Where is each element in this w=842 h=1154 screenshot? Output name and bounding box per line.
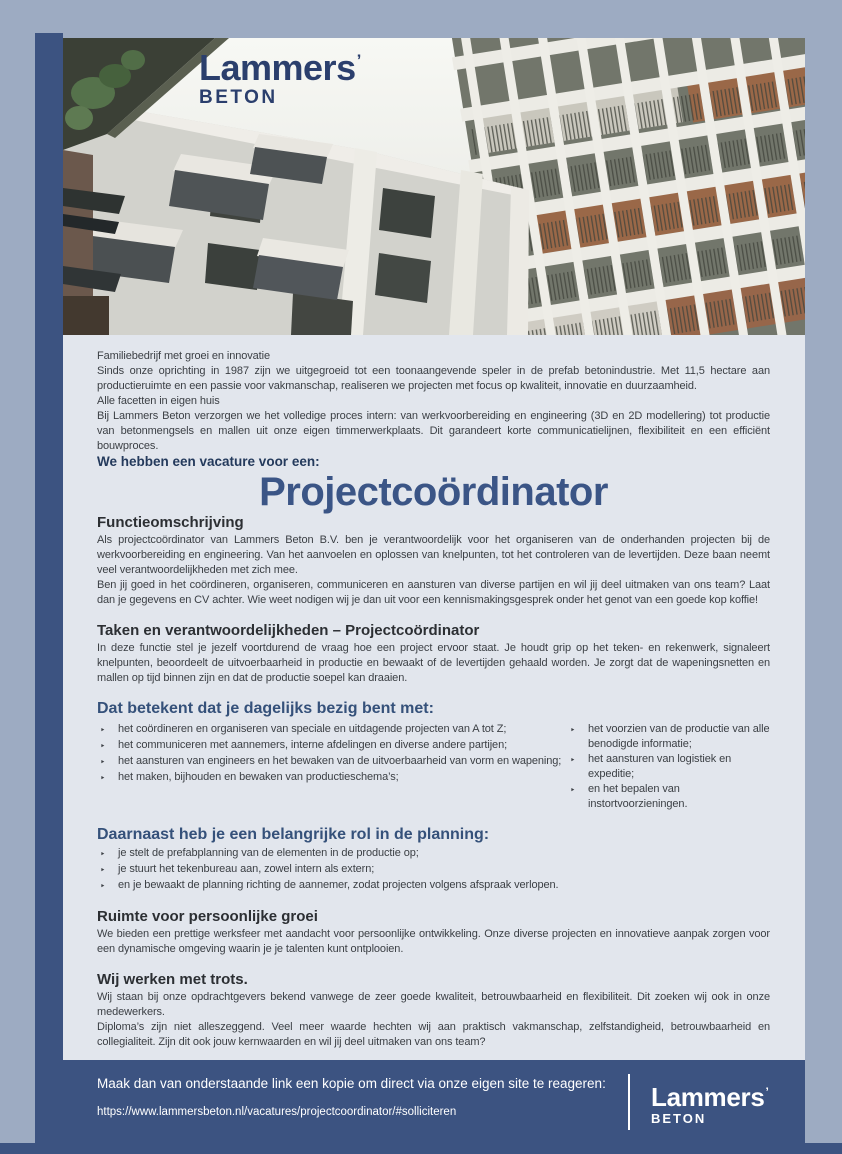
intro-paragraph2-title: Alle facetten in eigen huis [97,395,220,407]
footer-logo-tick-mark: ’ [765,1085,769,1099]
footer-logo-subtitle: BETON [651,1111,707,1126]
list-item-text: het maken, bijhouden en bewaken van productieschema’s; [118,771,399,783]
section-functieomschrijving [97,515,770,608]
section-trots [97,972,770,1050]
section-heading: Taken en verantwoordelijkheden – Projectcoördinator [97,622,480,639]
vacancy-lead: We hebben een vacature voor een: [97,454,320,469]
footer-cta-text: Maak dan van onderstaande link een kopie om direct via onze eigen site te reageren: [97,1076,606,1091]
planning-list [97,846,770,894]
daily-tasks-list-right [567,722,770,812]
bottom-accent-bar [0,1143,842,1154]
logo-wordmark [199,47,361,88]
lammers-logo [199,47,361,108]
list-item-text: het aansturen van engineers en het bewaken van de uitvoerbaarheid van vorm en wapening; [118,755,562,767]
list-item-text: en het bepalen van instortvoorzieningen. [588,783,688,810]
list-item-text: en je bewaakt de planning richting de aannemer, zodat projecten volgens afspraak verlopen. [118,879,559,891]
footer-logo-wordmark [651,1084,769,1110]
section-taken [97,623,770,686]
list-item-text: het aansturen van logistiek en expeditie; [588,753,732,780]
section-heading: Ruimte voor persoonlijke groei [97,908,318,925]
vacancy-card [63,38,805,1060]
section-paragraph: Diploma’s zijn niet alleszeggend. Veel meer waarde hechten wij aan praktisch vakmanschap, zelfstandigheid, betrouwbaarheid en collegialiteit. Zijn dit ook jouw kernwaarden en wil jij deel uitmaken van ons team? [97,1021,770,1048]
logo-tick-mark: ’ [356,51,361,70]
list-item-text: je stuurt het tekenbureau aan, zowel intern als extern; [118,863,375,875]
footer-divider [628,1074,630,1130]
footer-logo-name-text: Lammers [651,1082,765,1112]
list-item [97,846,770,862]
bullet-icon: ‣ [100,865,106,875]
list-item [567,722,770,752]
daily-tasks-columns [97,720,770,812]
list-item [97,770,567,786]
section-groei [97,909,770,957]
list-item [567,782,770,812]
list-item-text: je stelt de prefabplanning van de elementen in de productie op; [118,847,419,859]
bullet-icon: ‣ [570,755,576,765]
section-planning [97,827,770,894]
section-paragraph: In deze functie stel je jezelf voortdurend de vraag hoe een project ervoor staat. Je houdt grip op het teken- en rekenwerk, signaleert knelpunten, beoordeelt de uitvoerbaarheid in productie en bewaakt of de levertijden gehaald worden. Je zorgt dat de wapeningsnetten en mallen op tijd binnen zijn en dat de productie soepel kan draaien. [97,642,770,684]
bullet-icon: ‣ [100,881,106,891]
intro-paragraph2-body: Bij Lammers Beton verzorgen we het volledige proces intern: van werkvoorbereiding en engineering (3D en 2D modellering) tot productie van betonmengsels en mallen uit onze eigen timmerwerkplaats. Dit garandeert korte communicatielijnen, flexibiliteit en een efficiënt bouwproces. [97,410,770,452]
bullet-icon: ‣ [570,725,576,735]
building-photo-graphic [63,38,805,335]
bullet-icon: ‣ [100,741,106,751]
list-item [97,754,567,770]
intro-section [97,349,770,454]
intro-paragraph-body: Sinds onze oprichting in 1987 zijn we uitgegroeid tot een toonaangevende speler in de prefab betonindustrie. Met 11,5 hectare aan productieruimte en een passie voor vakmanschap, realiseren we projecten met focus op kwaliteit, innovatie en duurzaamheid. [97,365,770,392]
bullet-icon: ‣ [100,725,106,735]
section-paragraph: Als projectcoördinator van Lammers Beton B.V. ben je verantwoordelijk voor het organiseren van de onderhanden projecten bij de werkvoorbereiding en engineering. Van het aanvoelen en oplossen van knelpunten, tot het controleren van de levertijden. Deze baan neemt veel verantwoordelijkheden met zich mee. [97,534,770,576]
list-item [97,862,770,878]
section-paragraph: Ben jij goed in het coördineren, organiseren, communiceren en aansturen van diverse partijen en wil jij deel uitmaken van ons team? Laat dan je gegevens en CV achter. Wie weet nodigen wij je dan uit voor een kennismakingsgesprek onder het genot van een goede kop koffie! [97,579,770,606]
list-item [567,752,770,782]
bullet-icon: ‣ [100,773,106,783]
list-item-text: het voorzien van de productie van alle benodigde informatie; [588,723,770,750]
intro-paragraph-title: Familiebedrijf met groei en innovatie [97,350,270,362]
footer-lammers-logo [651,1084,769,1125]
vacancy-title: Projectcoördinator [259,470,608,514]
bullet-icon: ‣ [100,757,106,767]
section-heading: Functieomschrijving [97,514,244,531]
list-item-text: het coördineren en organiseren van speciale en uitdagende projecten van A tot Z; [118,723,507,735]
list-item [97,878,770,894]
section-heading: Dat betekent dat je dagelijks bezig bent met: [97,700,434,717]
section-daily-tasks [97,701,770,812]
list-item-text: het communiceren met aannemers, interne afdelingen en diverse andere partijen; [118,739,508,751]
bullet-icon: ‣ [570,785,576,795]
footer [35,1060,805,1143]
daily-tasks-list-left [97,722,567,812]
list-item [97,738,567,754]
left-accent-strip [35,33,63,1143]
section-heading: Wij werken met trots. [97,971,248,988]
section-paragraph: We bieden een prettige werksfeer met aandacht voor persoonlijke ontwikkeling. Onze diverse projecten en innovatieve aanpak zorgen voor een dynamische omgeving waarin je je talenten kunt ontplooien. [97,928,770,955]
list-item [97,722,567,738]
logo-name-text: Lammers [199,47,356,88]
logo-subtitle: BETON [199,87,278,108]
section-heading: Daarnaast heb je een belangrijke rol in de planning: [97,826,490,843]
building-photo [63,38,805,335]
vacancy-content [63,335,805,1050]
section-paragraph: Wij staan bij onze opdrachtgevers bekend vanwege de zeer goede kwaliteit, betrouwbaarheid en flexibiliteit. Dit zoeken wij ook in onze medewerkers. [97,991,770,1018]
footer-apply-link[interactable]: https://www.lammersbeton.nl/vacatures/projectcoordinator/#solliciteren [97,1106,457,1118]
bullet-icon: ‣ [100,849,106,859]
